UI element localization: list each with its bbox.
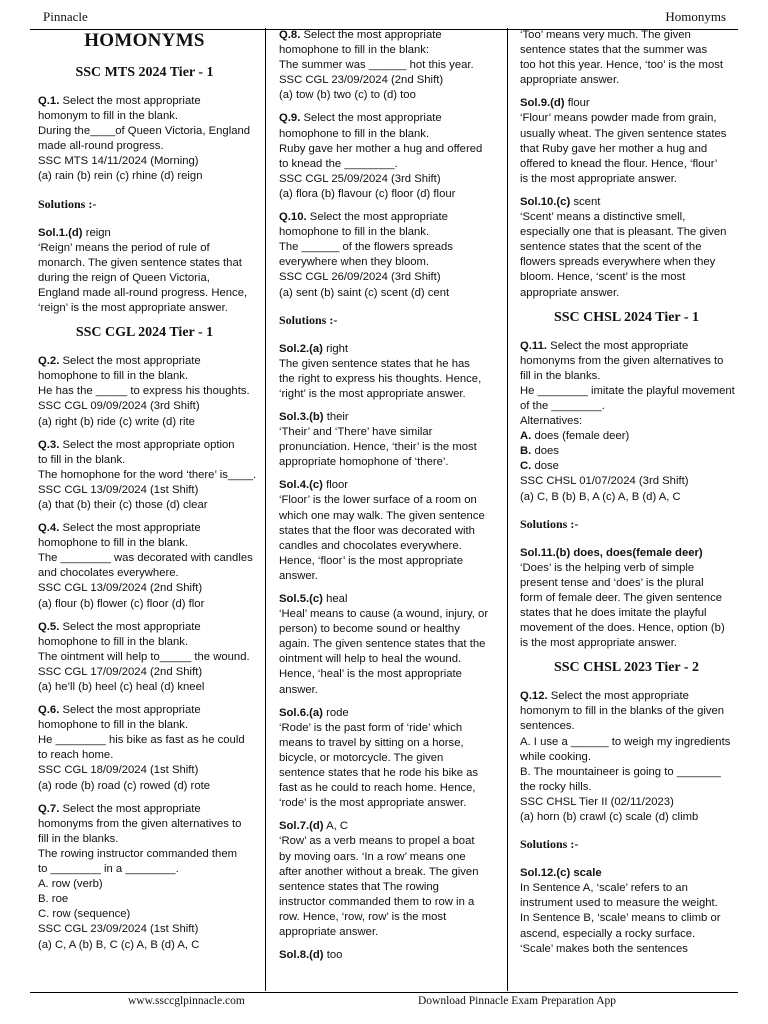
text-line: (a) that (b) their (c) those (d) clear [38, 498, 208, 511]
text-line: SSC CGL 26/09/2024 (3rd Shift) [279, 271, 441, 284]
text-line: homonyms from the given alternatives to [38, 817, 242, 830]
section-heading: SSC MTS 2024 Tier - 1 [75, 65, 214, 80]
text-line: fill in the blanks. [520, 369, 601, 382]
solution-line: bicycle, or motorcycle. The given [279, 751, 444, 764]
question [38, 438, 257, 513]
solution [520, 866, 733, 957]
question-number: Q.6. [38, 704, 60, 717]
alternative [520, 459, 733, 474]
solution [279, 342, 492, 402]
text-line: B. The mountaineer is going to _______ [520, 765, 721, 778]
solution-line: ‘Flour’ means powder made from grain, [520, 112, 717, 125]
section-heading: SSC CGL 2024 Tier - 1 [75, 325, 214, 341]
solution-line: Hence, ‘floor’ is the most appropriate [279, 554, 463, 567]
question-number: Q.9. [279, 112, 301, 125]
solution-heading [520, 866, 733, 881]
text-line: to knead the ________. [279, 157, 398, 170]
text-line: homophone to fill in the blank. [38, 719, 189, 732]
question-body [520, 339, 733, 430]
text-line: SSC CGL 13/09/2024 (1st Shift) [38, 483, 199, 496]
solution [520, 546, 733, 652]
text-line: He ________ his bike as fast as he could [38, 734, 245, 747]
solution-line: during the reign of Queen Victoria, [38, 271, 210, 284]
solution-heading [279, 948, 492, 963]
alt-letter: B. [520, 445, 532, 458]
text-line: homophone to fill in the blank: [279, 44, 430, 57]
solution-number: Sol.9.(d) [520, 97, 565, 110]
solution-number: Sol.2.(a) [279, 342, 323, 355]
text-line: homonyms from the given alternatives to [520, 354, 724, 367]
question-number: Q.3. [38, 438, 60, 451]
solution-line: which one may walk. The given sentence [279, 509, 485, 522]
solution-line: monarch. The given sentence states that [38, 256, 242, 269]
question-text: Select the most appropriate [59, 95, 201, 107]
alternative [520, 444, 733, 459]
text-line: (a) tow (b) two (c) to (d) too [279, 89, 416, 102]
solution-line: sentence states that the scent of the [520, 241, 702, 254]
solution-line: movement of the does. Hence, option (b) [520, 622, 725, 635]
solution-answer: A, C [323, 820, 349, 833]
text-line: to ________ in a ________. [38, 863, 179, 876]
text-line: SSC CGL 18/09/2024 (1st Shift) [38, 764, 199, 777]
text-line: sentences. [520, 720, 575, 733]
text-line: He ________ imitate the playful movement [520, 384, 735, 397]
solution-line: The given sentence states that he has [279, 357, 470, 370]
solution-number: Sol.12.(c) scale [520, 867, 602, 880]
text-line: The summer was ______ hot this year. [279, 59, 474, 72]
solution-line: sentence states that The rowing [279, 880, 439, 893]
text-line: made all-round progress. [38, 140, 164, 153]
question-line [279, 210, 492, 225]
question [520, 339, 733, 505]
question-text: Select the most appropriate [300, 29, 442, 41]
question [38, 521, 251, 612]
text-line: appropriate answer. [520, 74, 620, 87]
text-line: SSC MTS 14/11/2024 (Morning) [38, 155, 199, 168]
solution-line: ‘Does’ is the helping verb of simple [520, 561, 695, 574]
solutions-heading: Solutions :- [520, 837, 579, 852]
question-text: Select the most appropriate [306, 211, 448, 224]
text-line: SSC CGL 25/09/2024 (3rd Shift) [279, 172, 441, 185]
text-line: to reach home. [38, 749, 114, 762]
solution [520, 195, 733, 301]
question-number: Q.7. [38, 802, 60, 815]
solution [279, 706, 492, 812]
solution-line: appropriate answer. [520, 286, 620, 299]
section-heading: SSC CHSL 2024 Tier - 1 [553, 309, 700, 325]
text-line: He has the _____ to express his thoughts. [38, 385, 250, 398]
question-text: Select the most appropriate option [59, 438, 235, 451]
question-text: Select the most appropriate [547, 690, 689, 703]
text-line: ‘Too’ means very much. The given [520, 29, 691, 41]
solution-line: appropriate homophone of ‘there’. [279, 456, 449, 469]
question-number: Q.8. [279, 29, 301, 41]
solution-answer: heal [322, 593, 348, 605]
solution-number: Sol.3.(b) [279, 410, 324, 423]
question-line [38, 802, 251, 817]
solution-line: row. Hence, ‘row, row’ is the most [279, 910, 447, 923]
question [38, 802, 251, 953]
solution-heading [279, 592, 492, 607]
solution-line: instrument used to measure the weight. [520, 897, 718, 910]
text-line: The ointment will help to_____ the wound. [38, 650, 250, 663]
solution-line: England made all-round progress. Hence, [38, 286, 248, 299]
solution-answer: floor [322, 479, 349, 492]
question-line [38, 354, 251, 369]
question [279, 111, 492, 202]
text-line: sentence states that the summer was [520, 44, 708, 57]
solution-line: ointment will help to heal the wound. [279, 653, 462, 666]
options: (a) C, B (b) B, A (c) A, B (d) A, C [520, 490, 681, 503]
solution-heading [279, 819, 492, 834]
question-line [279, 28, 492, 43]
solution-line: ‘Reign’ means the period of rule of [38, 241, 210, 254]
text-line: everywhere when they bloom. [279, 256, 430, 269]
text-line: A. I use a ______ to weigh my ingredients [520, 735, 731, 748]
question [38, 703, 251, 794]
column-3 [520, 28, 733, 965]
solution-line: ‘Row’ as a verb means to propel a boat [279, 835, 475, 848]
solution-line: Hence, ‘heal’ is the most appropriate [279, 668, 462, 681]
solution-answer: flour [564, 97, 590, 110]
text-line: (a) rode (b) road (c) rowed (d) rote [38, 779, 211, 792]
solution-line: person) to become sound or healthy [279, 623, 460, 636]
solution-line: present tense and ‘does’ is the plural [520, 576, 704, 589]
text-line: homophone to fill in the blank. [279, 226, 430, 239]
text-line: of the ________. [520, 399, 605, 412]
solution-number: Sol.1.(d) [38, 226, 83, 239]
solution-line: fast as he could to reach home. Hence, [279, 782, 476, 795]
question-text: Select the most appropriate [59, 355, 201, 368]
solution-answer: reign [82, 226, 111, 239]
solution [520, 96, 733, 187]
question-text: Select the most appropriate [59, 522, 201, 535]
text-line: (a) flour (b) flower (c) floor (d) flor [38, 597, 205, 610]
question-line [38, 438, 251, 453]
solution-number: Sol.6.(a) [279, 706, 323, 719]
solution-line: form of female deer. The given sentence [520, 591, 722, 604]
solution [279, 592, 492, 698]
text-line: During the____of Queen Victoria, England [38, 125, 251, 138]
question [38, 354, 251, 429]
text-line: The homophone for the word ‘there’ is____. [38, 468, 257, 481]
question [38, 94, 251, 185]
solution-line: ‘Heal’ means to cause (a wound, injury, or [279, 608, 489, 621]
solution-line: usually wheat. The given sentence states [520, 127, 727, 140]
solution-answer: rode [322, 706, 349, 719]
question-number: Q.2. [38, 355, 60, 368]
text-line: B. roe [38, 893, 69, 906]
solution-answer: scent [570, 195, 601, 208]
solution-line: ascend, especially a rocky surface. [520, 927, 696, 940]
solution-heading [38, 226, 251, 241]
question-line [38, 703, 251, 718]
solution-line: bloom. Hence, ‘scent’ is the most [520, 271, 686, 284]
solutions-heading: Solutions :- [279, 312, 338, 327]
question-line [520, 689, 733, 704]
text-line: homophone to fill in the blank. [279, 127, 430, 140]
text-line: SSC CGL 17/09/2024 (2nd Shift) [38, 665, 203, 678]
text-line: homonym to fill in the blank. [38, 110, 179, 123]
question-text: Select the most appropriate [547, 339, 689, 352]
solution-line: the right to express his thoughts. Hence, [279, 372, 482, 385]
solution-line: again. The given sentence states that the [279, 638, 486, 651]
solution-line: appropriate answer. [279, 925, 379, 938]
solution-line: answer. [279, 569, 318, 582]
text-line: SSC CGL 23/09/2024 (1st Shift) [38, 923, 199, 936]
solution [279, 410, 492, 470]
alt-letter: A. [520, 430, 532, 443]
question-text: Select the most appropriate [59, 802, 201, 815]
question-number: Q.10. [279, 211, 307, 224]
solution-number: Sol.8.(d) [279, 949, 324, 962]
text-line: (a) flora (b) flavour (c) floor (d) flour [279, 187, 456, 200]
text-line: The ______ of the flowers spreads [279, 241, 453, 254]
solution-answer: too [323, 949, 343, 962]
solution-heading [279, 478, 492, 493]
solution-answer: right [322, 342, 349, 355]
header-brand: Pinnacle [43, 9, 88, 24]
question-line [38, 94, 251, 109]
question [279, 210, 492, 301]
solution-line: is the most appropriate answer. [520, 637, 677, 650]
footer-rule [30, 992, 738, 993]
text-line: (a) sent (b) saint (c) scent (d) cent [279, 286, 450, 299]
q11-alternatives [520, 429, 733, 474]
solution-number: Sol.4.(c) [279, 479, 323, 492]
column-2 [279, 28, 492, 971]
solutions-heading: Solutions :- [520, 516, 579, 531]
solution-answer: their [323, 410, 349, 423]
text-line: (a) right (b) ride (c) write (d) rite [38, 415, 195, 428]
solution-number: Sol.11.(b) does, does(female deer) [520, 546, 703, 559]
text-line: SSC CGL 23/09/2024 (2nd Shift) [279, 74, 444, 87]
solution-heading [520, 96, 733, 111]
text-line: while cooking. [520, 750, 591, 763]
solution [279, 948, 492, 963]
text-line: homophone to fill in the blank. [38, 537, 189, 550]
page-header [0, 7, 768, 29]
solution-line: In Sentence B, ‘scale’ means to climb or [520, 912, 721, 925]
exam-info: SSC CHSL 01/07/2024 (3rd Shift) [520, 475, 689, 488]
question-text: Select the most appropriate [59, 704, 201, 717]
solution-heading [279, 342, 492, 357]
alt-letter: C. [520, 460, 532, 473]
solution-line: ‘right’ is the most appropriate answer. [279, 387, 466, 400]
text-line: Alternatives: [520, 415, 583, 428]
column-divider-2 [507, 28, 508, 991]
text-line: SSC CHSL Tier II (02/11/2023) [520, 795, 674, 808]
question [38, 620, 251, 695]
footer-app-promo: Download Pinnacle Exam Preparation App [418, 995, 617, 1007]
text-line: SSC CGL 09/09/2024 (3rd Shift) [38, 400, 200, 413]
text-line: The ________ was decorated with candles [38, 552, 253, 565]
solution-line: especially one that is pleasant. The given [520, 226, 727, 239]
text-line: A. row (verb) [38, 878, 103, 891]
header-topic: Homonyms [665, 9, 726, 24]
question-text: Select the most appropriate [59, 620, 201, 633]
question [279, 28, 492, 103]
alt-text: does [531, 445, 559, 458]
text-line: homophone to fill in the blank. [38, 370, 189, 383]
text-line: and chocolates everywhere. [38, 567, 179, 580]
solution-line: is the most appropriate answer. [520, 172, 677, 185]
solution-line: sentence states that he rode his bike as [279, 767, 479, 780]
solution-line: candles and chocolates everywhere. [279, 539, 462, 552]
solutions-heading: Solutions :- [38, 196, 97, 211]
column-1 [38, 28, 257, 961]
alt-text: dose [531, 460, 559, 473]
question-line [38, 620, 251, 635]
text-line: SSC CGL 13/09/2024 (2nd Shift) [38, 582, 203, 595]
solution-line: ‘Scale’ makes both the sentences [520, 942, 688, 955]
solution-continued [520, 28, 733, 88]
footer-website-link[interactable]: www.ssccglpinnacle.com [128, 995, 245, 1007]
solution-line: flowers spreads everywhere when they [520, 256, 716, 269]
question-line [38, 521, 251, 536]
solution-heading [520, 546, 733, 561]
text-line: (a) horn (b) crawl (c) scale (d) climb [520, 811, 699, 824]
text-line: homonym to fill in the blanks of the given [520, 705, 725, 718]
text-line: fill in the blanks. [38, 832, 119, 845]
text-line: (a) rain (b) rein (c) rhine (d) reign [38, 170, 203, 183]
solution-line: means to travel by sitting on a horse, [279, 736, 464, 749]
solution-line: ‘Scent’ means a distinctive smell, [520, 211, 686, 224]
text-line: to fill in the blank. [38, 453, 126, 466]
solution-line: after another without a break. The given [279, 865, 479, 878]
solution-line: pronunciation. Hence, ‘their’ is the most [279, 441, 477, 454]
question-line [279, 111, 492, 126]
page-title: HOMONYMS [84, 30, 205, 51]
question-number: Q.12. [520, 690, 548, 703]
solution-line: answer. [279, 683, 318, 696]
solution-line: by moving oars. ‘In a row’ means one [279, 850, 466, 863]
text-line: Ruby gave her mother a hug and offered [279, 142, 483, 155]
solution-line: ‘reign’ is the most appropriate answer. [38, 302, 228, 315]
solution-line: instructor commanded them to row in a [279, 895, 475, 908]
solution-line: states that the floor was decorated with [279, 524, 475, 537]
question [520, 689, 733, 825]
text-line: too hot this year. Hence, ‘too’ is the most [520, 59, 724, 72]
solution-heading [279, 410, 492, 425]
solution-line: states that he does imitate the playful [520, 607, 707, 619]
text-line: (a) C, A (b) B, C (c) A, B (d) A, C [38, 938, 200, 951]
text-line: C. row (sequence) [38, 908, 131, 921]
solution-number: Sol.10.(c) [520, 195, 571, 208]
column-divider-1 [265, 28, 266, 991]
solution-line: that Ruby gave her mother a hug and [520, 142, 708, 155]
question-number: Q.4. [38, 522, 60, 535]
section-heading: SSC CHSL 2023 Tier - 2 [553, 660, 700, 676]
text-line: the rocky hills. [520, 780, 592, 793]
solution-number: Sol.5.(c) [279, 593, 323, 605]
solution-heading [520, 195, 733, 210]
question-number: Q.11. [520, 339, 548, 352]
solution-line: ‘Floor’ is the lower surface of a room on [279, 494, 477, 507]
alternative [520, 429, 733, 444]
question-number: Q.1. [38, 95, 60, 107]
text-line: homophone to fill in the blank. [38, 635, 189, 648]
text-line: The rowing instructor commanded them [38, 847, 238, 860]
solution-heading [279, 706, 492, 721]
solution-line: In Sentence A, ‘scale’ refers to an [520, 882, 688, 895]
text-line: (a) he’ll (b) heel (c) heal (d) kneel [38, 681, 205, 693]
solution [279, 819, 492, 940]
question-number: Q.5. [38, 620, 60, 633]
question-line [520, 339, 733, 354]
alt-text: does (female deer) [531, 430, 630, 443]
solution-line: offered to knead the flour. Hence, ‘flour’ [520, 157, 718, 170]
question-text: Select the most appropriate [300, 112, 442, 125]
solution [279, 478, 492, 584]
solution [38, 226, 251, 317]
solution-line: ‘Their’ and ‘There’ have similar [279, 426, 433, 439]
solution-line: ‘Rode’ is the past form of ‘ride’ which [279, 721, 463, 734]
solution-number: Sol.7.(d) [279, 820, 324, 833]
solution-line: ‘rode’ is the most appropriate answer. [279, 797, 467, 810]
